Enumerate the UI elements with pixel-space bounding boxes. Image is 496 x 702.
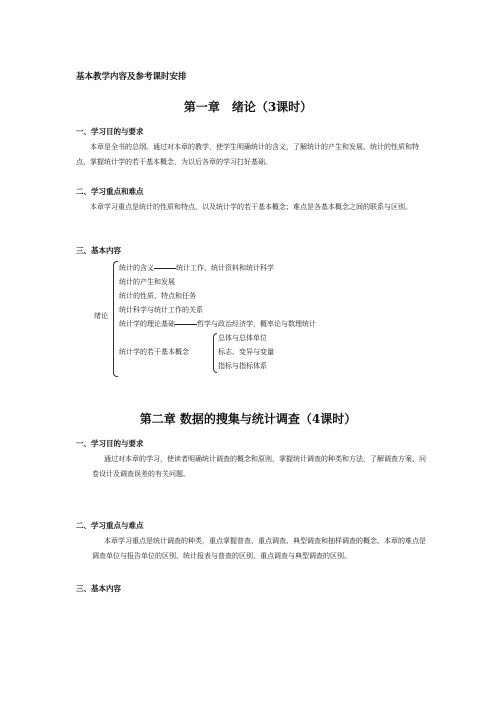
ch1-section-2-text: 本章学习重点是统计的性质和特点，以及统计学的若干基本概念；难点是各基本概念之间的联系与区别。 <box>90 203 412 211</box>
ch2-section-1-heading: 一、学习目的与要求 <box>76 439 144 448</box>
outline-sub-item-1: 总体与总体单位 <box>218 334 267 342</box>
outline-item-1-detail: 统计工作、统计资料和统计科学 <box>176 264 274 272</box>
outline-item-1-label: 统计的含义 <box>119 264 154 272</box>
ch1-section-1-text: 本章是全书的总纲。通过对本章的教学，使学生明确统计的含义，了解统计的产生和发展、统计的性质和特点，掌握统计学的若干基本概念，为以后各章的学习打好基础。 <box>76 143 419 166</box>
outline-item-3: 统计的性质、特点和任务 <box>119 292 196 300</box>
outline-root-label: 绪论 <box>94 312 108 320</box>
chapter-1-title: 第一章 绪论（3课时） <box>183 100 313 114</box>
outline-item-2: 统计的产生和发展 <box>119 278 175 286</box>
chapter-2-title: 第二章 数据的搜集与统计调查（4课时） <box>139 412 357 426</box>
outline-main-brace <box>113 261 118 377</box>
outline-item-4: 统计科学与统计工作的关系 <box>119 306 203 314</box>
connector-line <box>175 324 197 325</box>
connector-line <box>154 268 176 269</box>
outline-sub-item-3: 指标与指标体系 <box>218 362 267 370</box>
ch2-section-2-heading: 二、学习重点与难点 <box>76 521 144 530</box>
ch2-section-3-heading: 三、基本内容 <box>76 584 121 593</box>
document-header: 基本教学内容及参考课时安排 <box>76 72 187 82</box>
ch2-section-2-text: 本章学习重点是统计调查的种类，重点掌握普查、重点调查、典型调查和抽样调查的概念。本章的难点是调查单位与报告单位的区别、统计报表与普查的区别、重点调查与典型调查的区别。 <box>92 537 426 560</box>
ch1-section-2-heading: 二、学习重点和难点 <box>76 187 144 196</box>
outline-item-5-label: 统计学的理论基础 <box>119 320 175 328</box>
outline-item-5 <box>119 319 316 329</box>
outline-item-1 <box>119 263 274 273</box>
outline-sub-brace <box>213 333 217 373</box>
outline-item-5-detail: 哲学与政治经济学，概率论与数理统计 <box>197 320 316 328</box>
ch2-section-1-text: 通过对本章的学习，使读者明确统计调查的概念和原则，掌握统计调查的种类和方法，了解调查方案、问卷设计及调查误差的有关问题。 <box>92 455 426 478</box>
outline-item-concepts: 统计学的若干基本概念 <box>119 348 189 356</box>
ch1-section-3-heading: 三、基本内容 <box>76 246 121 255</box>
ch1-section-1-heading: 一、学习目的与要求 <box>76 127 144 136</box>
outline-sub-item-2: 标志、变异与变量 <box>218 348 274 356</box>
